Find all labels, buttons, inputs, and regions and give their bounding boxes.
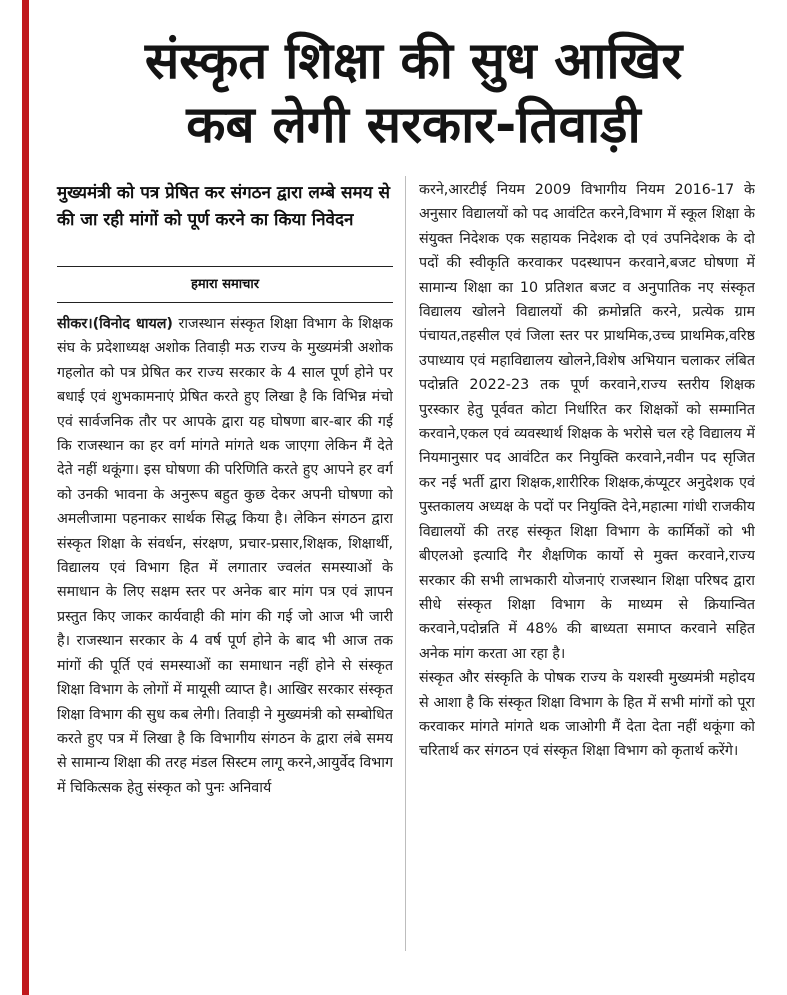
byline-divider [57,302,393,303]
left-margin-rule [0,0,29,995]
headline-line-2: कब लेगी सरकार-तिवाड़ी [186,96,641,155]
article-paragraph-1 [57,312,393,800]
headline-line-1: संस्कृत शिक्षा की सुध आखिर [144,32,683,91]
headline [40,30,787,158]
subheadline-divider [57,266,393,267]
article-paragraph-2: करने,आरटीई नियम 2009 विभागीय नियम 2016-17 के अनुसार विद्यालयों को पद आवंटित करने,विभाग में स्कूल शिक्षा के संयुक्त निदेशक एक सहायक निदेशक दो एवं उपनिदेशक के दो पदों की स्वीकृति करवाकर पदस्थापन करवाने,बजट घोषणा में सामान्य शिक्षा का 10 प्रतिशत बजट व अनुपातिक नए संस्कृत विद्यालय खोलने विद्यालयों की क्रमोन्नति करने, प्रत्येक ग्राम पंचायत,तहसील एवं जिला स्तर पर प्राथमिक,उच्च प्राथमिक,वरिष्ठ उपाध्याय एवं महाविद्यालय खोलने,विशेष अभियान चलाकर लंबित पदोन्नति 2022-23 तक पूर्ण करवाने,राज्य स्तरीय शिक्षक पुरस्कार हेतु पूर्ववत कोटा निर्धारित कर शिक्षकों को सम्मानित करवाने,एकल एवं व्यवस्थार्थ शिक्षक के भरोसे चल रहे विद्यालय में नियमानुसार पद आवंटित कर नियुक्ति करवाने,नवीन पद सृजित कर नई भर्ती द्वारा शिक्षक,शारीरिक शिक्षक,कंप्यूटर अनुदेशक एवं पुस्तकालय अध्यक्ष के पदों पर नियुक्ति देने,महात्मा गांधी राजकीय विद्यालयों की तरह संस्कृत शिक्षा विभाग के कार्मिकों को भी बीएलओ इत्यादि गैर शैक्षणिक कार्यो से मुक्त करवाने,राज्य सरकार की सभी लाभकारी योजनाएं राजस्थान शिक्षा परिषद द्वारा सीधे संस्कृत शिक्षा विभाग के माध्यम से क्रियान्वित करवाने,पदोन्नति में 48% की बाध्यता समाप्त करवाने सहित अनेक मांग करता आ रहा है। [419,182,755,662]
byline: हमारा समाचार [190,277,260,292]
dateline: सीकर।(विनोद धायल) [57,316,173,332]
left-column-text: राजस्थान संस्कृत शिक्षा विभाग के शिक्षक संघ के प्रदेशाध्यक्ष अशोक तिवाड़ी मऊ राज्य के मुख्यमंत्री अशोक गहलोत को पत्र प्रेषित कर राज्य सरकार के 4 साल पूर्ण होने पर बधाई एवं शुभकामनाएं प्रेषित करते हुए लिखा है कि विभिन्न मंचो एवं सार्वजनिक तौर पर आपके द्वारा यह घोषणा बार-बार की गई कि राजस्थान का हर वर्ग मांगते मांगते थक जाएगा लेकिन मैं देते देते नहीं थकूंगा। इस घोषणा की परिणिति करते हुए आपने हर वर्ग को उनकी भावना के अनुरूप बहुत कुछ देकर अपनी घोषणा को अमलीजामा पहनाकर सार्थक सिद्ध किया है। लेकिन संगठन द्वारा संस्कृत शिक्षा के संवर्धन, संरक्षण, प्रचार-प्रसार,शिक्षक, शिक्षार्थी, विद्यालय एवं विभाग हित में लगातार ज्वलंत समस्याओं के समाधान के लिए सक्षम स्तर पर अनेक बार मांग पत्र एवं ज्ञापन प्रस्तुत किए जाकर कार्यवाही की मांग की गई जो आज भी जारी है। राजस्थान सरकार के 4 वर्ष पूर्ण होने के बाद भी आज तक मांगों की पूर्ति एवं समस्याओं का समाधान नहीं होने से संस्कृत शिक्षा विभाग के लोगों में मायूसी व्याप्त है। आखिर सरकार संस्कृत शिक्षा विभाग की सुध कब लेगी। तिवाड़ी ने मुख्यमंत्री को सम्बोधित करते हुए पत्र में लिखा है कि विभागीय संगठन के द्वारा लंबे समय से सामान्य शिक्षा की तरह मंडल सिस्टम लागू करने,आयुर्वेद विभाग में चिकित्सक हेतु संस्कृत को पुनः अनिवार्य [57,316,393,796]
column-divider [405,176,406,951]
article-column-right [419,178,755,948]
subheadline: मुख्यमंत्री को पत्र प्रेषित कर संगठन द्वारा लम्बे समय से की जा रही मांगों को पूर्ण करने का किया निवेदन [57,183,390,230]
article-column-left [57,312,393,952]
article-paragraph-3: संस्कृत और संस्कृति के पोषक राज्य के यशस्वी मुख्यमंत्री महोदय से आशा है कि संस्कृत शिक्षा विभाग के हित में सभी मांगों को पूरा करवाकर मांगते मांगते थक जाओगी मैं देता देता नहीं थकूंगा को चरितार्थ कर संगठन एवं संस्कृत शिक्षा विभाग को कृतार्थ करेंगे। [419,670,755,760]
